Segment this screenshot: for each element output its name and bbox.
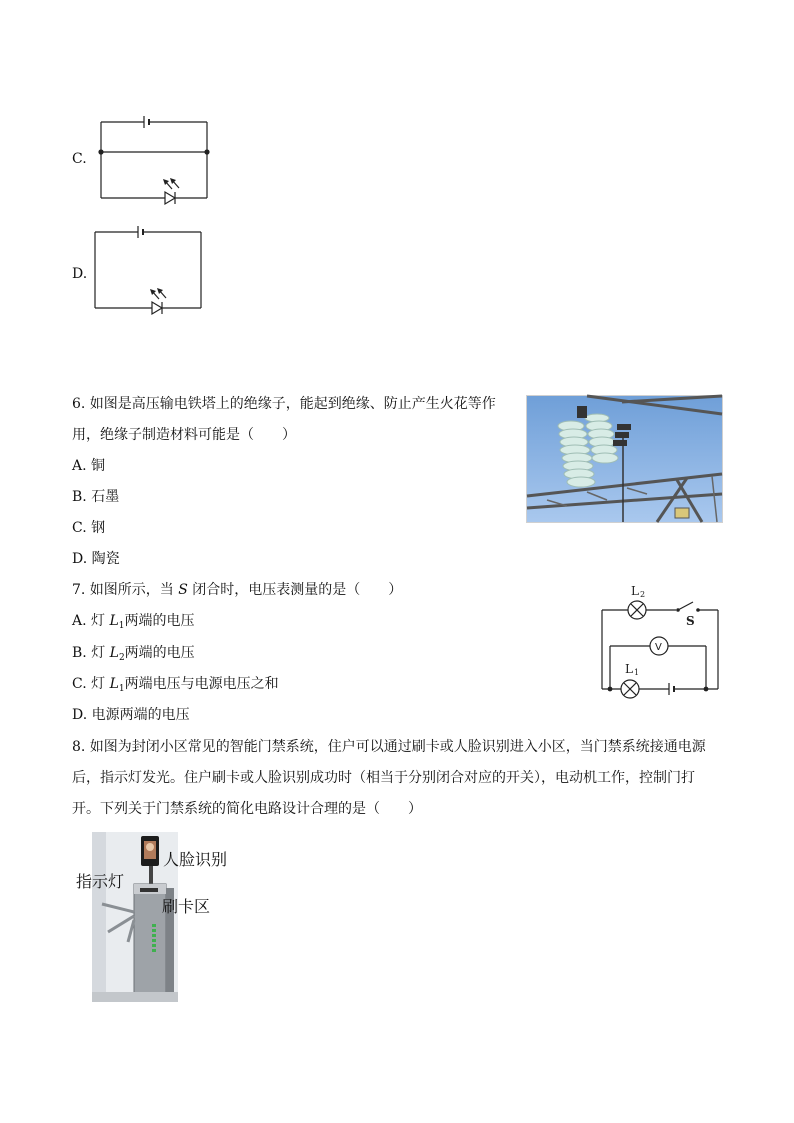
indicator-light-label: 指示灯 — [76, 872, 125, 891]
q6-stem-line1: 6. 如图是高压输电铁塔上的绝缘子，能起到绝缘、防止产生火花等作 — [72, 396, 496, 412]
q7-option-b-var: L — [109, 645, 119, 661]
q7-stem-var: S — [178, 582, 188, 598]
q7-option-a-pre: A. 灯 — [72, 613, 110, 629]
q6-option-c: C. 钢 — [72, 520, 106, 536]
q6-option-b: B. 石墨 — [72, 489, 120, 505]
q8-stem-line2: 后，指示灯发光。住户刷卡或人脸识别成功时（相当于分别闭合对应的开关），电动机工作，控制门打 — [72, 770, 695, 786]
q7-option-a-post: 两端的电压 — [124, 613, 195, 629]
lamp-l1-sub: 1 — [634, 668, 640, 677]
q7-option-c — [72, 674, 279, 699]
q6-stem-line2: 用，绝缘子制造材料可能是（ ） — [72, 427, 296, 443]
q8-stem-line1: 8. 如图为封闭小区常见的智能门禁系统，住户可以通过刷卡或人脸识别进入小区，当门禁系统接通电源 — [72, 739, 706, 755]
voltmeter-label: V — [655, 642, 662, 653]
q5-option-c-label: C. — [72, 151, 87, 167]
q6-option-a: A. 铜 — [72, 458, 106, 474]
insulator-photo — [526, 395, 723, 523]
q7-stem-pre: 7. 如图所示，当 — [72, 582, 179, 598]
q7-option-b — [72, 643, 195, 668]
q7-option-a-sub: 1 — [118, 621, 125, 631]
card-area-label: 刷卡区 — [162, 897, 211, 916]
lamp-l2-sub: 2 — [640, 590, 646, 599]
q7-stem — [72, 580, 402, 600]
q7-option-d: D. 电源两端的电压 — [72, 707, 190, 723]
q5-option-c-circuit — [95, 112, 215, 207]
q7-option-c-var: L — [109, 676, 119, 692]
lamp-l2-label: L — [631, 584, 639, 598]
q7-option-c-pre: C. 灯 — [72, 676, 110, 692]
q7-option-b-post: 两端的电压 — [124, 645, 195, 661]
q8-stem-line3: 开。下列关于门禁系统的简化电路设计合理的是（ ） — [72, 801, 422, 817]
q5-option-d-label: D. — [72, 266, 88, 282]
lamp-l1-label: L — [625, 662, 633, 676]
q7-option-c-post: 两端电压与电源电压之和 — [124, 676, 279, 692]
q7-option-c-sub: 1 — [118, 684, 125, 694]
face-recognition-label: 人脸识别 — [163, 850, 228, 869]
q7-circuit-diagram — [598, 580, 722, 695]
q7-option-b-pre: B. 灯 — [72, 645, 110, 661]
q7-option-b-sub: 2 — [118, 653, 125, 663]
switch-s-blade — [678, 602, 693, 610]
q7-option-a-var: L — [109, 613, 119, 629]
q5-option-d-circuit — [89, 222, 209, 317]
q7-option-a — [72, 611, 195, 636]
switch-s-label: S — [686, 614, 695, 628]
q6-option-d: D. 陶瓷 — [72, 551, 120, 567]
q7-stem-post: 闭合时，电压表测量的是（ ） — [187, 582, 403, 598]
